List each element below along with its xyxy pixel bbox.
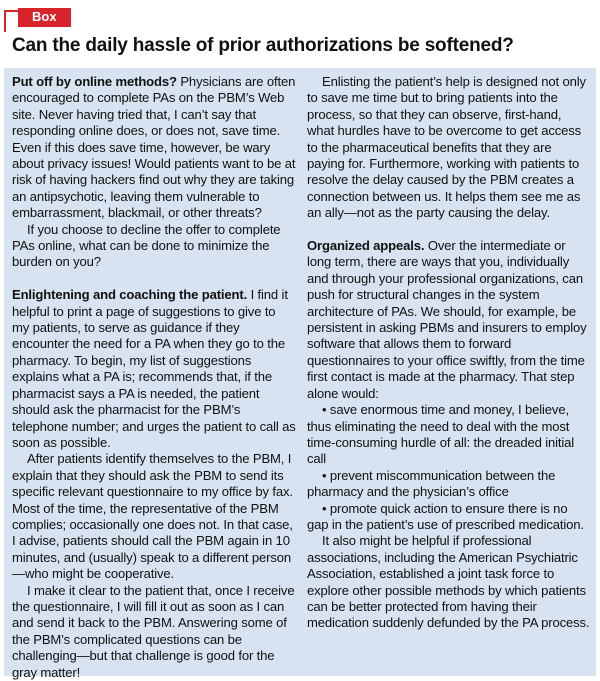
paragraph-text: Physicians are often encouraged to complete PAs on the PBM’s Web site. Never having tried that, I can’t say that responding online does, or does not, save time. Even if this does save time, however, be wary about privacy issues! Would patients want to be at risk of having hackers find out why they are taking an antipsychotic, leaving them vulnerable to embarrassment, blackmail, or other threats? [12,74,296,221]
paragraph-text: I find it helpful to print a page of suggestions to give to my patients, to serve as guidance if they encounter the need for a PA when they go to the pharmacy. To begin, my list of suggestions explains what a PA is; recommends that, if the pharmacist says a PA is needed, the patient should ask the pharmacist for the PBM’s telephone number; and urges the patient to call as soon as possible. [12,287,296,450]
paragraph-coaching [12,287,296,451]
left-column [12,74,296,681]
paragraph-appeals [307,238,591,402]
right-column [307,74,591,632]
heading-coaching: Enlightening and coaching the patient. [12,287,248,303]
paragraph-decline-offer: If you choose to decline the offer to complete PAs online, what can be done to minimize the burden on you? [12,221,281,270]
paragraph-online-methods [12,74,296,222]
heading-online-methods: Put off by online methods? [12,74,177,89]
bullet-item: • prevent miscommunication between the pharmacy and the physician’s office [307,467,556,500]
box-label: Box [18,8,71,27]
paragraph-enlisting: Enlisting the patient’s help is designed not only to save me time but to bring patients into the process, so that they can observe, first-hand, what hurdles have to be overcome to get access to the pharmaceutical benefits that they are paying for. Furthermore, working with patients to resolve the delay caused by the PBM creates a connection between us. It helps them see me as an ally—not as the party causing the delay. [307,74,586,221]
paragraph-questionnaire: I make it clear to the patient that, once I receive the questionnaire, I will fill it out as soon as I can and send it back to the PBM. Answering some of the PBM’s complicated questions can be challenging—but that challenge is good for the gray matter! [12,582,295,680]
sidebar-box-panel [4,68,596,680]
paragraph-text: Over the intermediate or long term, there are ways that you, individually and through your professional organizations, can push for structural changes in the system architecture of PAs. We should, for example, be persistent in asking PBMs and insurers to employ software that allows them to forward questionnaires to your office swiftly, from the time first contact is made at the pharmacy. That step alone would: [307,238,587,401]
box-corner-mark [4,10,6,32]
heading-appeals: Organized appeals. [307,238,425,254]
paragraph-pbm-fax: After patients identify themselves to the PBM, I explain that they should ask the PBM to send its specific relevant questionnaire to my office by fax. Most of the time, the representative of the PBM complies; occasionally one does not. In that case, I advise, patients should call the PBM again in 10 minutes, and (usually) speak to a different person—who might be cooperative. [12,451,293,582]
bullet-item: • promote quick action to ensure there is no gap in the patient’s use of prescribed medication. [307,500,584,532]
paragraph-task-force: It also might be helpful if professional associations, including the American Psychiatric Association, established a joint task force to explore other possible methods by which patients can be better protected from having their medication suddenly defunded by the PA process. [307,533,590,631]
bullet-item: • save enormous time and money, I believe, thus eliminating the need to deal with the most time-consuming hurdle of all: the dreaded initial call [307,402,575,467]
box-title: Can the daily hassle of prior authorizations be softened? [12,35,514,56]
